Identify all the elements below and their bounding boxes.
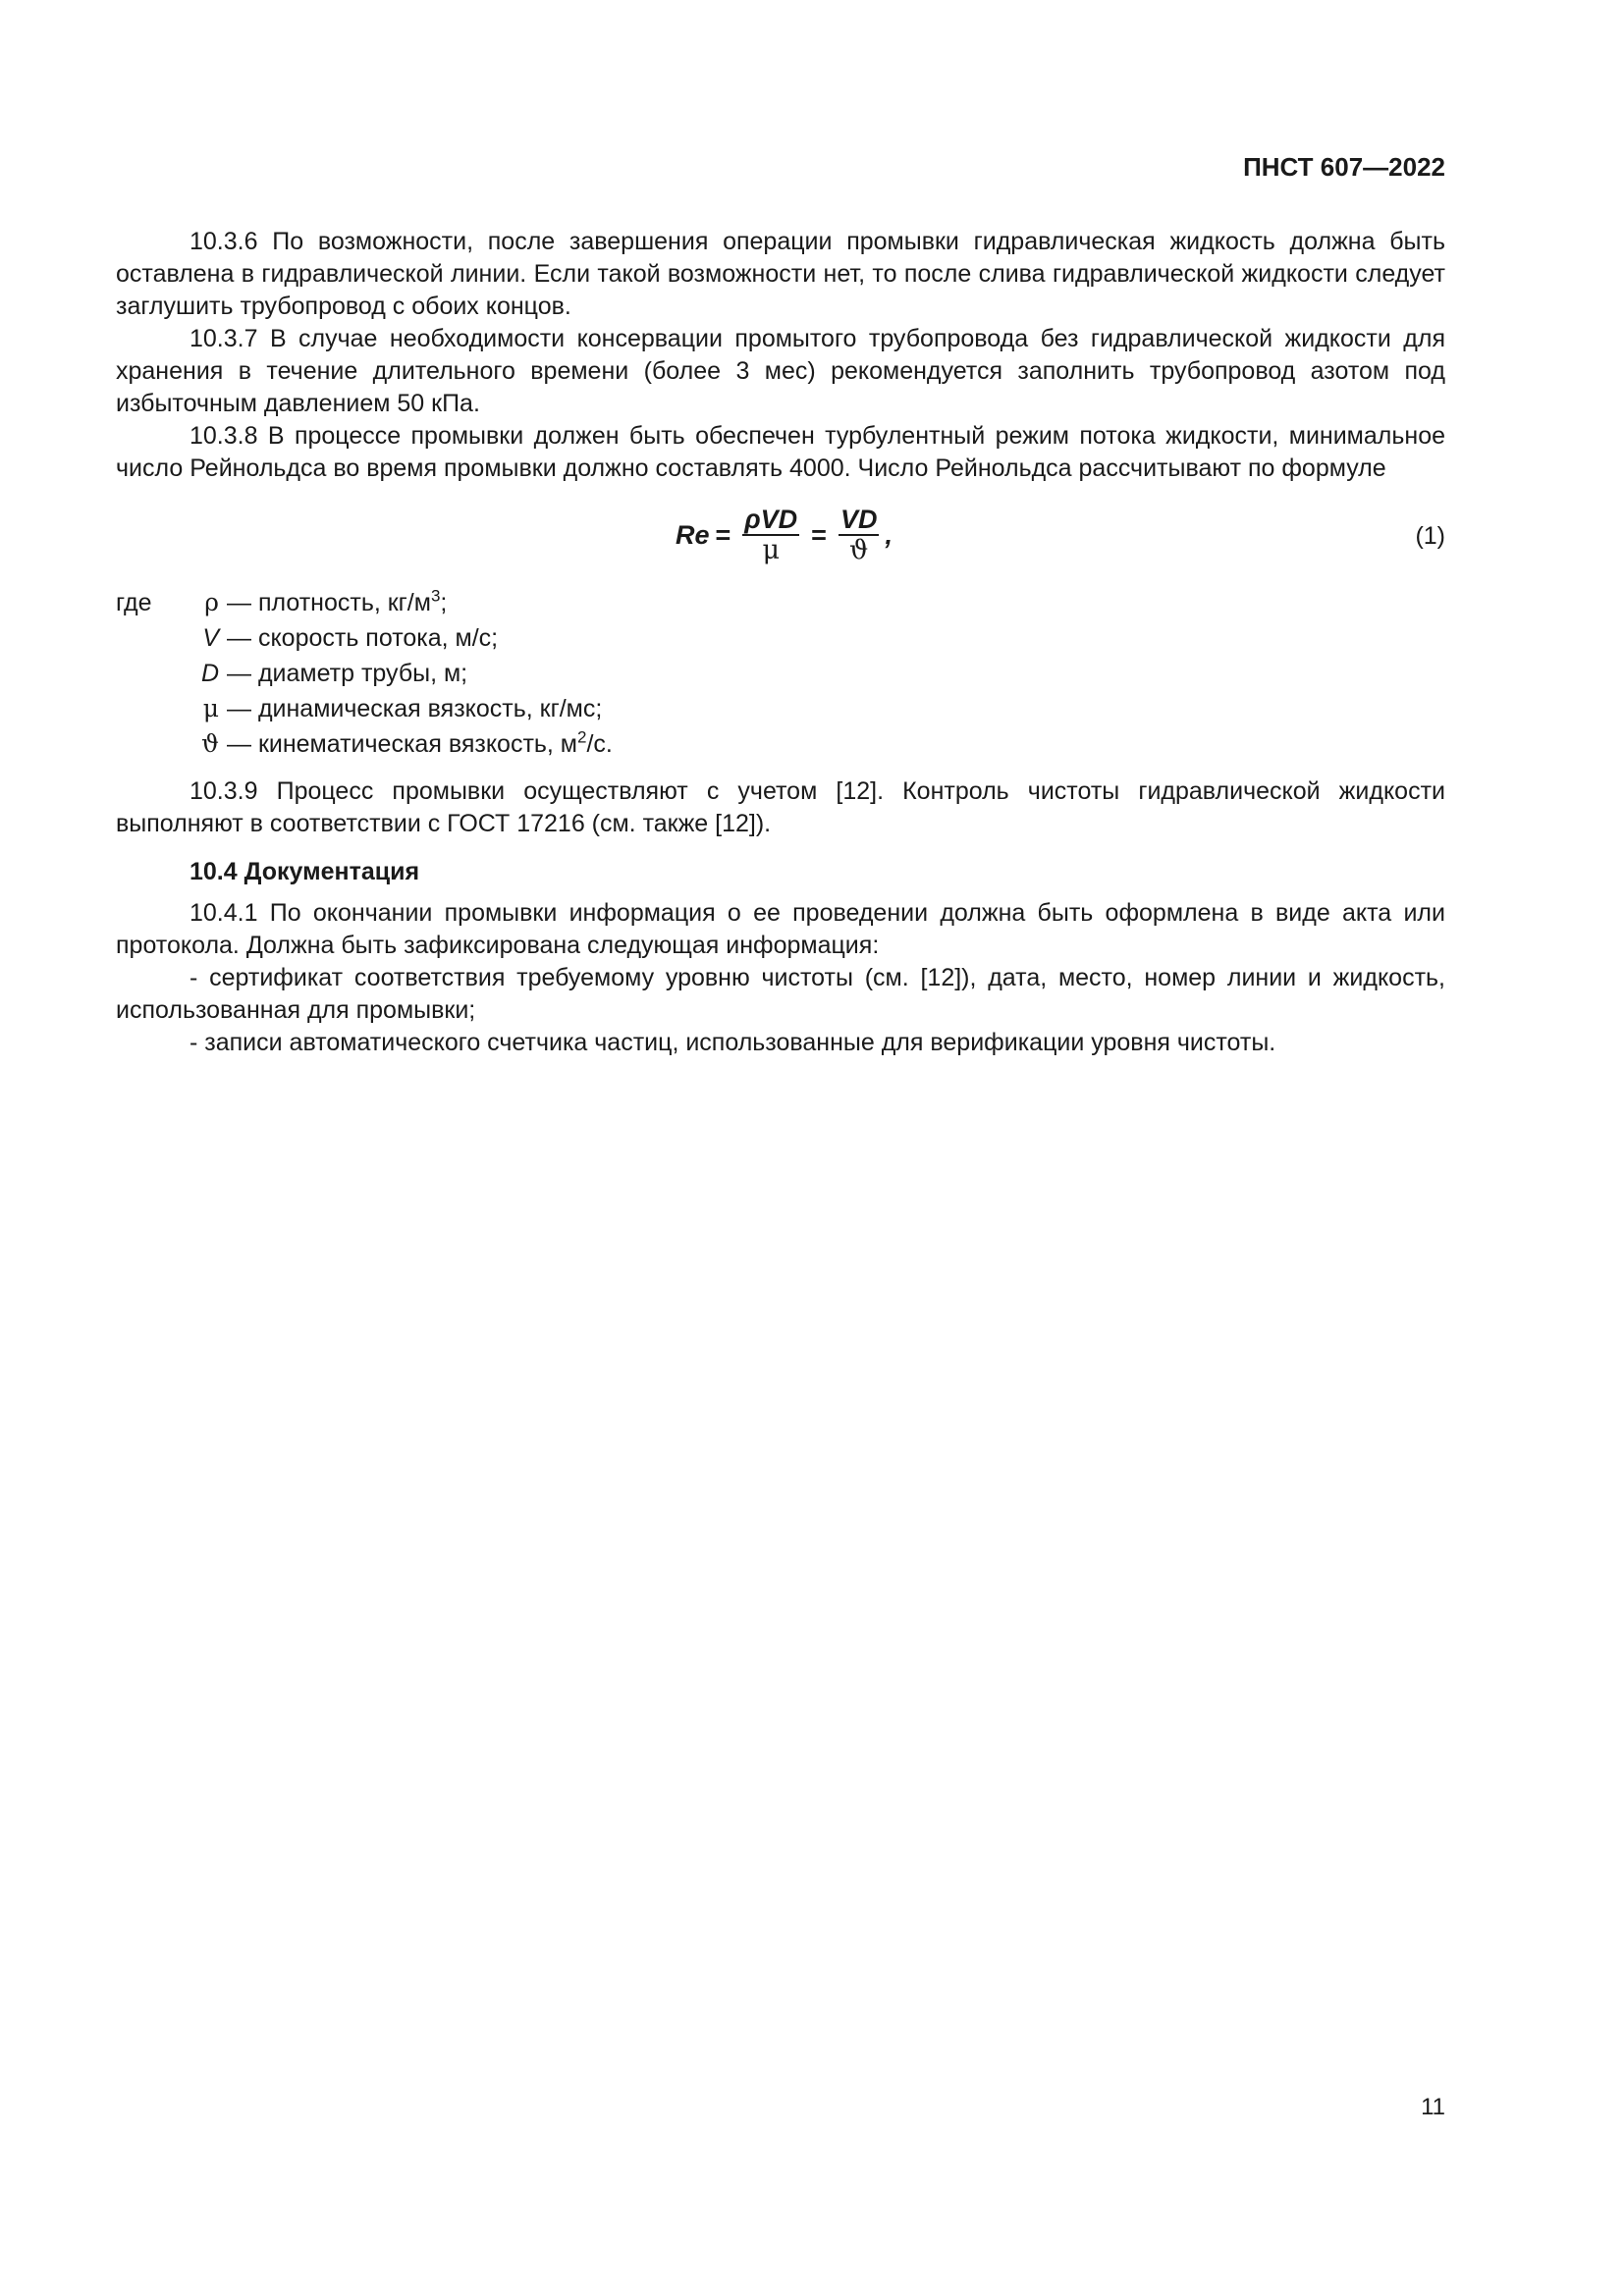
where-row [116, 620, 1445, 656]
where-symbol: V [202, 624, 219, 652]
where-symbol: ρ [204, 588, 219, 616]
where-lead: где [116, 589, 152, 616]
document-page [116, 0, 1445, 2296]
reynolds-formula [676, 505, 893, 565]
where-definition: — динамическая вязкость, кг/мс; [227, 695, 603, 722]
paragraph-10-3-8: 10.3.8 В процессе промывки должен быть обеспечен турбулентный режим потока жидкости, минимальное число Рейнольдса во время промывки должно составлять 4000. Число Рейнольдса рассчитывают по формуле [116, 422, 1445, 482]
paragraph-10-4-1: 10.4.1 По окончании промывки информация о ее проведении должна быть оформлена в виде акта или протокола. Должна быть зафиксирована следующая информация: [116, 899, 1445, 959]
section-heading: 10.4 Документация [189, 858, 420, 885]
where-row [116, 656, 1445, 691]
formula-fraction-2 [839, 505, 880, 565]
paragraph-10-3-6: 10.3.6 По возможности, после завершения операции промывки гидравлическая жидкость должна быть оставлена в гидравлической линии. Если такой возможности нет, то после слива гидравлической жидкости следует заглушить трубопровод с обоих концов. [116, 228, 1445, 320]
where-definition: — скорость потока, м/с; [227, 624, 499, 652]
formula-tail: , [885, 519, 893, 550]
bullet-item: - записи автоматического счетчика частиц, использованные для верификации уровня чистоты. [189, 1029, 1276, 1056]
where-row [116, 691, 1445, 726]
formula-fraction-1 [742, 505, 799, 565]
formula-numerator-2: VD [839, 505, 878, 534]
formula-number: (1) [1415, 522, 1445, 550]
where-definition: — плотность, $кг/м^3$; [227, 586, 448, 616]
bullet-item: - сертификат соответствия требуемому уровню чистоты (см. [12]), дата, место, номер линии и жидкость, использованная для промывки; [116, 964, 1445, 1024]
where-definition: — кинематическая вязкость, $м^2/с$. [227, 727, 613, 758]
document-code: ПНСТ 607—2022 [1243, 152, 1445, 182]
formula-equals-2: = [811, 519, 827, 550]
where-row [116, 726, 1445, 762]
paragraph-10-3-7: 10.3.7 В случае необходимости консервации промытого трубопровода без гидравлической жидкости для хранения в течение длительного времени (более 3 мес) рекомендуется заполнить трубопровод азотом под избыточным давлением 50 кПа. [116, 325, 1445, 417]
where-symbol: D [200, 660, 219, 687]
formula-row [116, 495, 1445, 583]
paragraph-10-3-9: 10.3.9 Процесс промывки осуществляют с учетом [12]. Контроль чистоты гидравлической жидкости выполняют в соответствии с ГОСТ 17216 (см. также [12]). [116, 777, 1445, 837]
where-row [116, 585, 1445, 620]
formula-denominator-2: ϑ [849, 535, 869, 565]
where-definition: — диаметр трубы, м; [227, 660, 468, 687]
page-number: 11 [1421, 2094, 1445, 2120]
formula-equals-1: = [715, 519, 731, 550]
where-symbol: ϑ [201, 729, 219, 758]
body-text [116, 226, 1445, 1059]
formula-denominator-1: μ [762, 535, 780, 565]
formula-numerator-1: ρVD [744, 505, 798, 534]
formula-lhs: Re [676, 519, 710, 550]
where-symbol: μ [202, 694, 219, 722]
where-list [116, 585, 1445, 762]
